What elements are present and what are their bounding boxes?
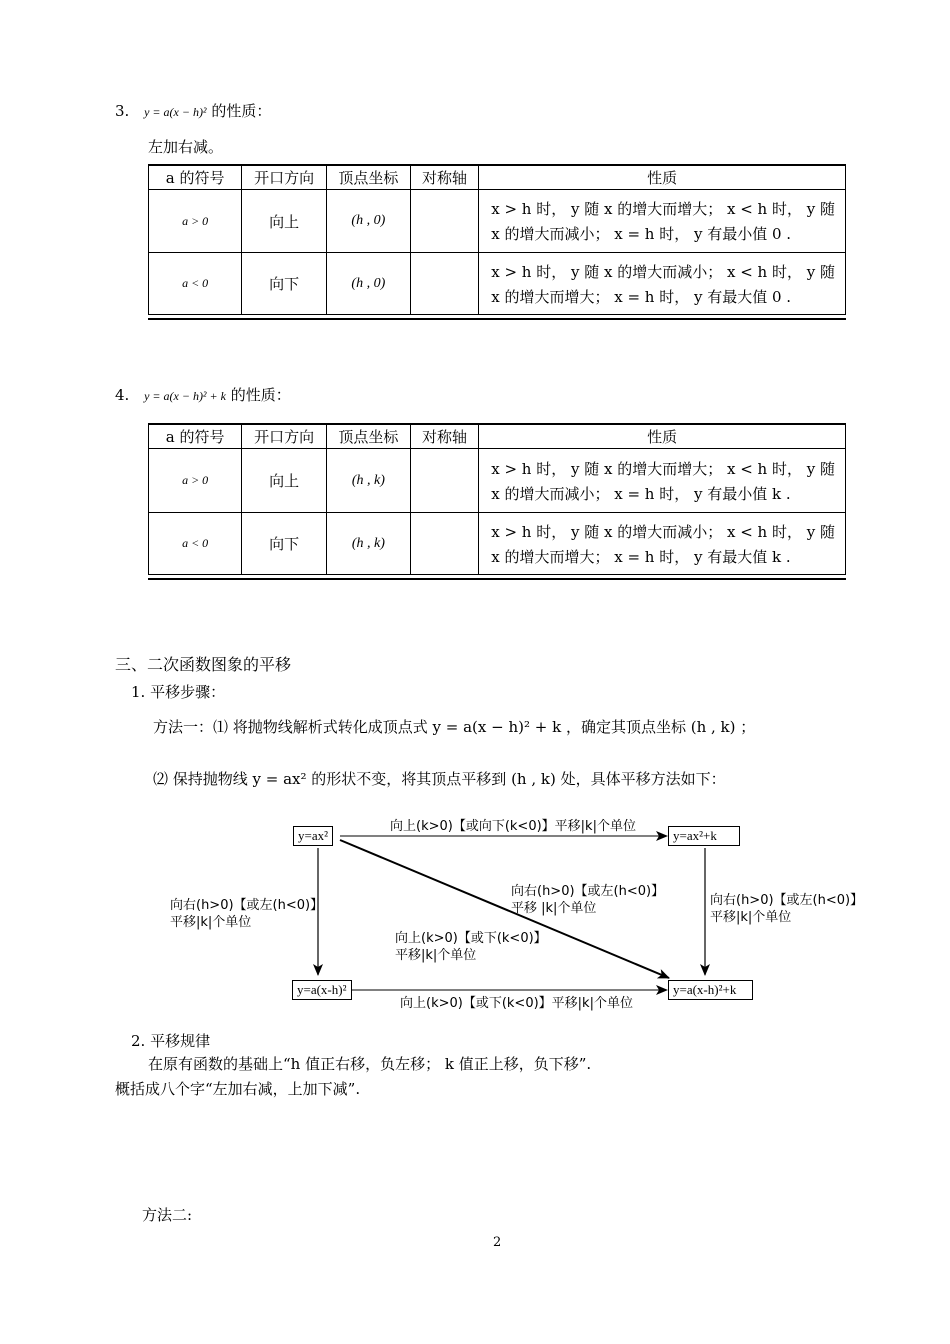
label-line: 向右(h>0)【或左(h<0)】 <box>170 898 324 913</box>
box-base-function: y=ax² <box>293 826 333 846</box>
chapter3-title: 三、二次函数图象的平移 <box>115 655 292 674</box>
label-line: 平移|k|个单位 <box>710 910 792 925</box>
method1-line-b: ⑵ 保持抛物线 y = ax² 的形状不变，将其顶点平移到 (h , k) 处，具体平移方法如下： <box>153 770 726 788</box>
section3-formula: y = a(x − h)² <box>144 105 207 119</box>
section4-number: 4. <box>115 386 130 404</box>
label-line: 平移|k|个单位 <box>395 948 477 963</box>
sign-cell: a < 0 <box>149 253 242 315</box>
section3-number: 3. <box>115 102 130 120</box>
label-middle <box>395 930 547 964</box>
property-line: x 的增大而增大； x = h 时， y 有最大值 0 . <box>491 287 792 306</box>
direction-cell: 向下 <box>242 253 327 315</box>
step-title: 1. 平移步骤： <box>131 683 226 701</box>
section3-title-suffix: 的性质： <box>211 102 272 120</box>
direction-cell: 向上 <box>242 190 327 253</box>
label-left-arrow <box>170 897 323 931</box>
rule-text: 在原有函数的基础上“h 值正右移，负左移； k 值正上移，负下移”. <box>148 1055 592 1073</box>
box-horizontal-shift: y=a(x-h)² <box>292 980 352 1000</box>
property-line: x 的增大而减小； x = h 时， y 有最小值 0 . <box>491 225 792 243</box>
vertex-cell: (h , k) <box>326 449 410 513</box>
section3-mnemonic: 左加右减。 <box>148 138 224 156</box>
direction-cell: 向上 <box>242 449 327 513</box>
header-axis: 对称轴 <box>410 424 479 449</box>
vertex-cell: (h , k) <box>326 513 410 575</box>
property-line: x > h 时， y 随 x 的增大而减小； x < h 时， y 随 <box>491 522 835 541</box>
label-top-arrow: 向上(k>0)【或向下(k<0)】平移|k|个单位 <box>390 819 636 834</box>
label-line: 向右(h>0)【或左(h<0)】 <box>511 884 665 899</box>
label-bottom-arrow: 向上(k>0)【或下(k<0)】平移|k|个单位 <box>400 996 633 1011</box>
box-vertex-form: y=a(x-h)²+k <box>668 980 753 1000</box>
method2-label: 方法二: <box>142 1206 193 1224</box>
sign-cell: a > 0 <box>149 190 242 253</box>
header-vertex: 顶点坐标 <box>326 165 410 190</box>
vertex-cell: (h , 0) <box>326 190 410 253</box>
header-direction: 开口方向 <box>242 424 327 449</box>
label-line: 向右(h>0)【或左(h<0)】 <box>710 893 864 908</box>
header-property: 性质 <box>479 424 846 449</box>
box-vertical-shift: y=ax²+k <box>668 826 740 846</box>
direction-cell: 向下 <box>242 513 327 575</box>
section4-title-suffix: 的性质： <box>230 386 291 404</box>
label-line: 平移 |k|个单位 <box>511 901 597 916</box>
sign-cell: a > 0 <box>149 449 242 513</box>
page-number: 2 <box>493 1235 502 1250</box>
header-property: 性质 <box>479 165 846 190</box>
section4-formula: y = a(x − h)² + k <box>144 389 226 403</box>
vertex-cell: (h , 0) <box>326 253 410 315</box>
label-line: 平移|k|个单位 <box>170 915 252 930</box>
header-sign: a 的符号 <box>149 424 242 449</box>
label-line: 向上(k>0)【或下(k<0)】 <box>395 931 547 946</box>
label-diagonal-arrow <box>511 883 664 917</box>
property-line: x 的增大而增大； x = h 时， y 有最大值 k . <box>491 547 791 566</box>
header-axis: 对称轴 <box>410 165 479 190</box>
property-line: x > h 时， y 随 x 的增大而增大； x < h 时， y 随 <box>491 200 835 218</box>
sign-cell: a < 0 <box>149 513 242 575</box>
header-direction: 开口方向 <box>242 165 327 190</box>
header-sign: a 的符号 <box>149 165 242 190</box>
header-vertex: 顶点坐标 <box>326 424 410 449</box>
property-line: x 的增大而减小； x = h 时， y 有最小值 k . <box>491 484 791 503</box>
rule-summary: 概括成八个字“左加右减，上加下减”. <box>115 1080 361 1098</box>
property-line: x > h 时， y 随 x 的增大而增大； x < h 时， y 随 <box>491 459 835 478</box>
property-line: x > h 时， y 随 x 的增大而减小； x < h 时， y 随 <box>491 262 835 281</box>
label-right-arrow <box>710 892 863 926</box>
method1-line-a: 方法一：⑴ 将抛物线解析式转化成顶点式 y = a(x − h)² + k ，确定其顶点坐标 (h , k) ； <box>153 718 756 736</box>
rule-title: 2. 平移规律 <box>131 1032 211 1050</box>
